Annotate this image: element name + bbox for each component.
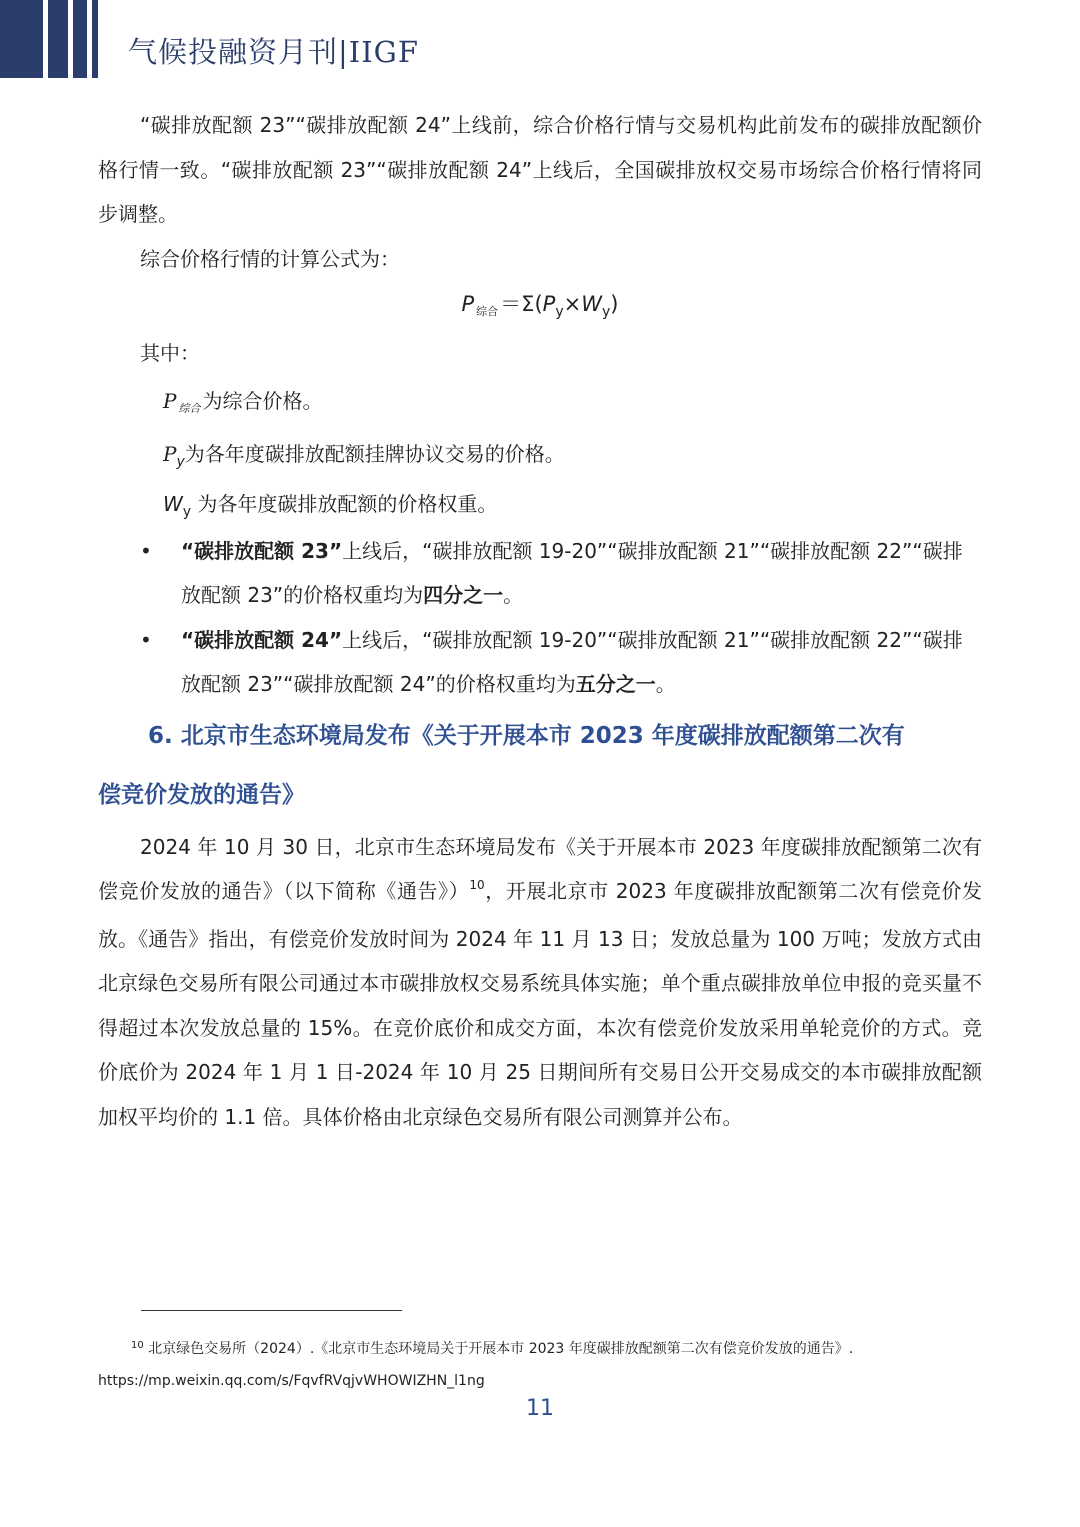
footnote-divider bbox=[141, 1310, 402, 1311]
paragraph-1: “碳排放配额 23”“碳排放配额 24”上线前，综合价格行情与交易机构此前发布的碳排放配额价格行情一致。“碳排放配额 23”“碳排放配额 24”上线后，全国碳排放权交易市场综合价格行情将同步调整。 bbox=[98, 113, 982, 226]
formula-wy: W bbox=[581, 292, 602, 316]
definition-py bbox=[98, 430, 982, 482]
footnote-text: 北京绿色交易所（2024）.《北京市生态环境局关于开展本市 2023 年度碳排放配额第二次有偿竞价发放的通告》. bbox=[148, 1341, 854, 1357]
paragraph-4-part-a: 2024 年 10 月 30 日，北京市生态环境局发布《关于开展本市 2023 年度碳排放配额第二次有偿竞价发放的通告》（以下简称《通告》） bbox=[98, 834, 982, 903]
def-symbol: W bbox=[163, 491, 183, 516]
footnote-ref-10[interactable]: 10 bbox=[469, 878, 485, 892]
formula-times: × bbox=[563, 292, 582, 316]
formula-eq: ＝Σ( bbox=[500, 292, 543, 316]
bullet-bold: “碳排放配额 24” bbox=[181, 627, 343, 652]
bullet-bold-end: 四分之一 bbox=[423, 583, 504, 607]
bullet-item-2 bbox=[98, 618, 982, 707]
def-sub: y bbox=[176, 453, 185, 470]
def-text: 为综合价格。 bbox=[202, 388, 323, 413]
header-bar-stripe-2 bbox=[73, 0, 87, 78]
paragraph-4-part-b: ，开展北京市 2023 年度碳排放配额第二次有偿竞价发放。《通告》指出，有偿竞价发放时间为 2024 年 11 月 13 日；发放总量为 100 万吨；发放方式由北京绿色交易所有限公司通过本市碳排放权交易系统具体实施；单个重点碳排放单位申报的竞买量不得超过本次发放总量的 15%。在竞价底价和成交方面，本次有偿竞价发放采用单轮竞价的方式。竞价底价为 2024 年 1 月 1 日-2024 年 10 月 25 日期间所有交易日公开交易成交的本市碳排放配额加权平均价的 1.1 倍。具体价格由北京绿色交易所有限公司测算并公布。 bbox=[98, 879, 982, 1129]
formula bbox=[98, 281, 982, 331]
header-bar-stripe-1 bbox=[48, 0, 68, 78]
def-symbol: P bbox=[163, 388, 177, 413]
formula-py: P bbox=[542, 292, 556, 316]
header-bar-stripe-3 bbox=[92, 0, 98, 78]
section-heading bbox=[98, 707, 982, 825]
section-heading-line-1: 6. 北京市生态环境局发布《关于开展本市 2023 年度碳排放配额第二次有 bbox=[148, 722, 905, 749]
bullet-item-1 bbox=[98, 529, 982, 618]
def-symbol: P bbox=[163, 441, 177, 466]
def-sub: y bbox=[182, 503, 192, 520]
formula-close: ) bbox=[610, 292, 619, 316]
footnote bbox=[98, 1334, 982, 1396]
formula-py-sub: y bbox=[555, 304, 564, 320]
formula-p-sub: 综合 bbox=[476, 305, 499, 318]
footnote-number: 10 bbox=[131, 1340, 144, 1351]
bullet-bold: “碳排放配额 23” bbox=[181, 538, 343, 563]
bullet-bold-end: 五分之一 bbox=[575, 672, 656, 696]
def-text: 为各年度碳排放配额的价格权重。 bbox=[191, 491, 498, 516]
definition-p-composite bbox=[98, 376, 982, 430]
bullet-end: 。 bbox=[503, 583, 524, 607]
paragraph-2: 综合价格行情的计算公式为： bbox=[140, 246, 400, 271]
paragraph-4 bbox=[98, 825, 982, 1140]
def-sub: 综合 bbox=[178, 401, 201, 415]
section-heading-line-2: 偿竞价发放的通告》 bbox=[98, 781, 305, 808]
bullet-text: 上线后，“碳排放配额 19-20”“碳排放配额 21”“碳排放配额 22”“碳排放配额 23”“碳排放配额 24”的价格权重均为 bbox=[181, 627, 963, 696]
header-bar-block bbox=[0, 0, 43, 78]
formula-wy-sub: y bbox=[601, 304, 611, 320]
definition-wy bbox=[98, 482, 982, 529]
def-text: 为各年度碳排放配额挂牌协议交易的价格。 bbox=[184, 441, 565, 466]
footnote-line-1 bbox=[98, 1334, 982, 1366]
bullet-dot-icon: • bbox=[140, 627, 152, 652]
formula-p: P bbox=[461, 292, 475, 316]
page-number: 11 bbox=[526, 1396, 554, 1421]
page-body bbox=[98, 103, 982, 1139]
journal-title: 气候投融资月刊|IIGF bbox=[128, 35, 419, 69]
bullet-text: 上线后，“碳排放配额 19-20”“碳排放配额 21”“碳排放配额 22”“碳排放配额 23”的价格权重均为 bbox=[181, 538, 963, 607]
bullet-end: 。 bbox=[655, 672, 676, 696]
bullet-dot-icon: • bbox=[140, 538, 152, 563]
paragraph-3: 其中： bbox=[140, 341, 200, 365]
footnote-url-link[interactable]: https://mp.weixin.qq.com/s/FqvfRVqjvWHOWIZHN_l1ng bbox=[98, 1373, 485, 1389]
